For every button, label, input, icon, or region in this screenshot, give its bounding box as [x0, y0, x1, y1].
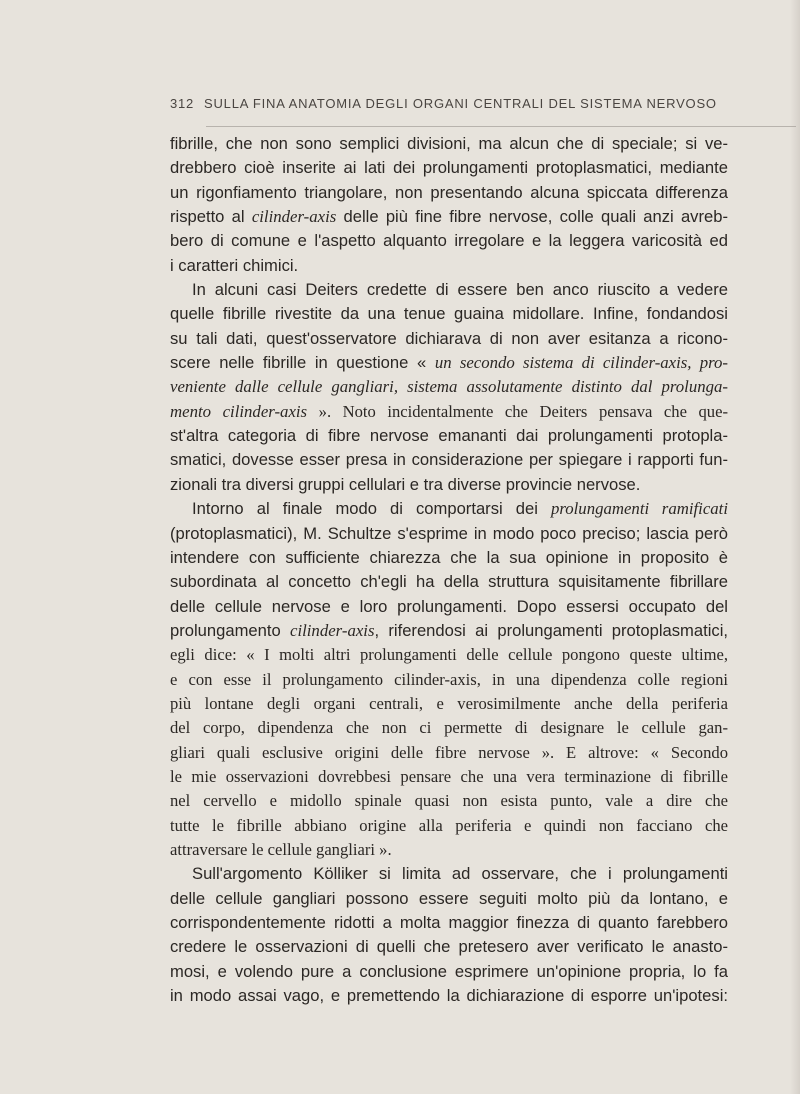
text-line: credere le osservazioni di quelli che pretesero aver verificato le anasto- [170, 937, 728, 957]
text-line: tutte le fibrille abbiano origine alla periferia e quindi non facciano che [170, 815, 728, 835]
text-line: mosi, e volendo pure a conclusione esprimere un'opinione propria, lo fa [170, 961, 728, 981]
text-line: gliari quali esclusive origini delle fibre nervose ». E altrove: « Secondo [170, 742, 728, 762]
body-text [170, 132, 728, 1008]
text-line: più lontane degli organi centrali, e verosimilmente anche della periferia [170, 693, 728, 713]
text-line [170, 205, 728, 229]
text-line: (protoplasmatici), M. Schultze s'esprime in modo poco preciso; lascia però [170, 523, 728, 543]
paragraph-start: Sull'argomento Kölliker si limita ad osservare, che i prolungamenti [192, 864, 728, 884]
text-line: delle cellule nervose e loro prolungamenti. Dopo essersi occupato del [170, 596, 728, 616]
text-line: st'altra categoria di fibre nervose emananti dai prolungamenti protopla- [170, 426, 728, 446]
text-line: subordinata al concetto ch'egli ha della struttura squisitamente fibrillare [170, 572, 728, 592]
text-line: del corpo, dipendenza che non ci permette di designare le cellule gan- [170, 718, 728, 738]
italic-quote: un secondo sistema di cilinder-axis, pro- [434, 353, 728, 373]
text-line: drebbero cioè inserite ai lati dei prolungamenti protoplasmatici, mediante [170, 158, 728, 178]
italic-term: cilinder-axis [251, 207, 337, 227]
text-line [170, 619, 728, 643]
text-line: quelle fibrille rivestite da una tenue guaina midollare. Infine, fondandosi [170, 304, 728, 324]
paragraph-start: In alcuni casi Deiters credette di essere ben anco riuscito a vedere [192, 280, 728, 300]
text-line: fibrille, che non sono semplici divisioni, ma alcun che di speciale; si ve- [170, 134, 728, 153]
text-line: egli dice: « I molti altri prolungamenti delle cellule pongono queste ultime, [170, 645, 728, 665]
text-line: zionali tra diversi gruppi cellulari e tra diverse provincie nervose. [170, 474, 641, 494]
text-line: corrispondentemente ridotti a molta maggior finezza di quanto farebbero [170, 913, 728, 932]
page-number: 312 [170, 96, 195, 111]
text-line [170, 400, 728, 424]
text-line: smatici, dovesse esser presa in considerazione per spiegare i rapporti fun- [170, 450, 728, 470]
running-head [170, 96, 730, 122]
running-head-title: SULLA FINA ANATOMIA DEGLI ORGANI CENTRALI DEL SISTEMA NERVOSO [204, 96, 717, 111]
italic-quote-line: veniente dalle cellule gangliari, sistema assolutamente distinto dal prolunga- [170, 377, 728, 397]
text-run: delle più fine fibre nervose, colle quali anzi avreb- [336, 207, 728, 227]
text-run: rispetto al [170, 207, 252, 227]
text-line: su tali dati, quest'osservatore dichiarava di non aver esitanza a ricono- [170, 328, 728, 348]
text-run: ». Noto incidentalmente che Deiters pensava che que- [307, 401, 728, 421]
text-line: bero di comune e l'aspetto alquanto irregolare e la leggera varicosità ed [170, 231, 728, 251]
text-line: le mie osservazioni dovrebbesi pensare che una vera terminazione di fibrille [170, 766, 728, 786]
text-line: delle cellule gangliari possono essere seguiti molto più da lontano, e [170, 888, 728, 908]
text-line: e con esse il prolungamento cilinder-axis, in una dipendenza colle regioni [170, 669, 728, 689]
text-line [170, 351, 728, 375]
text-line: in modo assai vago, e premettendo la dichiarazione di esporre un'ipotesi: [170, 986, 728, 1006]
italic-quote: mento cilinder-axis [170, 401, 308, 421]
text-line: un rigonfiamento triangolare, non presentando alcuna spiccata differenza [170, 182, 728, 202]
header-rule [206, 126, 796, 127]
text-run: prolungamento [170, 620, 290, 640]
text-run: scere nelle fibrille in questione « [170, 353, 435, 373]
text-line: attraversare le cellule gangliari ». [170, 839, 392, 859]
text-run: Intorno al finale modo di comportarsi dei [192, 499, 551, 519]
italic-term: prolungamenti ramificati [550, 499, 728, 519]
text-line: intendere con sufficiente chiarezza che la sua opinione in proposito è [170, 547, 728, 567]
text-run: , riferendosi ai prolungamenti protoplasmatici, [374, 620, 728, 640]
italic-term: cilinder-axis [290, 620, 375, 640]
text-line: nel cervello e midollo spinale quasi non esista punto, vale a dire che [170, 791, 728, 811]
text-line: i caratteri chimici. [170, 255, 299, 275]
paragraph-start [170, 497, 728, 521]
page-edge-shadow [790, 0, 800, 1094]
